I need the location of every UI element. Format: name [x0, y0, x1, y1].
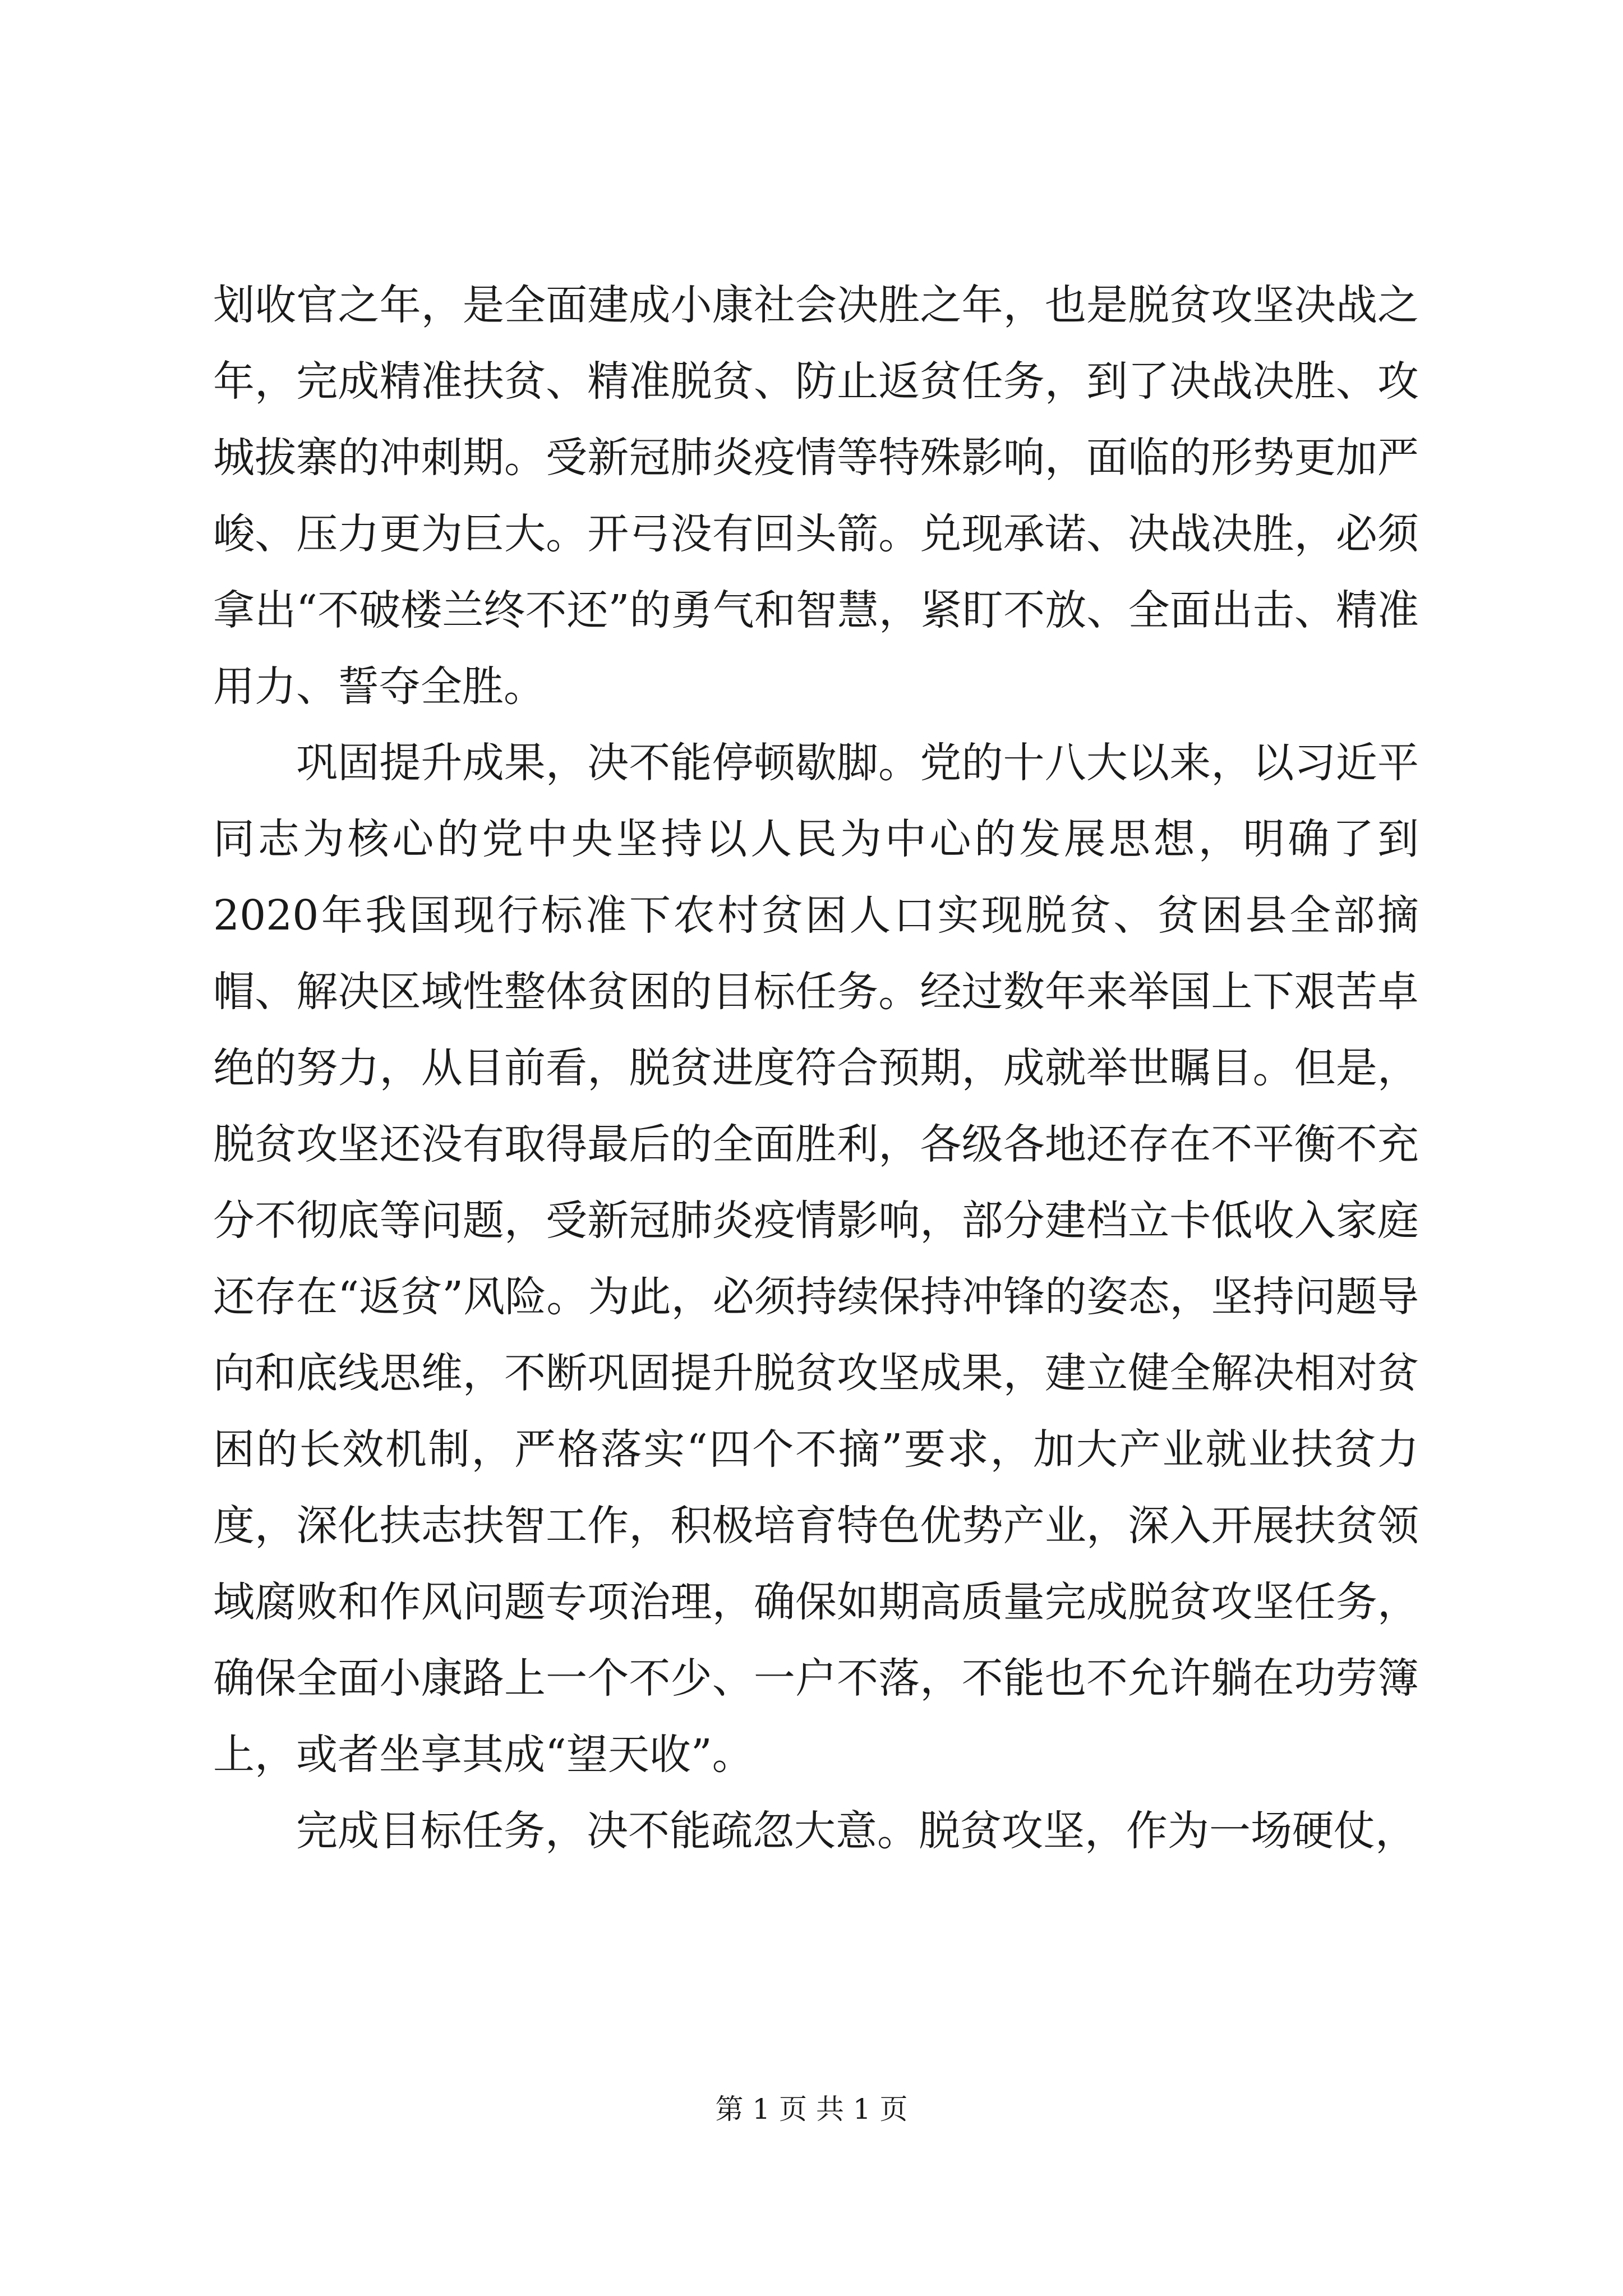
document-body: [213, 267, 1419, 1869]
paragraph-1: 划收官之年，是全面建成小康社会决胜之年，也是脱贫攻坚决战之年，完成精准扶贫、精准脱贫、防止返贫任务，到了决战决胜、攻城拔寨的冲刺期。受新冠肺炎疫情等特殊影响，面临的形势更加严峻、压力更为巨大。开弓没有回头箭。兑现承诺、决战决胜，必须拿出“不破楼兰终不还”的勇气和智慧，紧盯不放、全面出击、精准用力、誓夺全胜。: [213, 281, 1419, 711]
paragraph-3: 完成目标任务，决不能疏忽大意。脱贫攻坚，作为一场硬仗，: [296, 1807, 1417, 1855]
page-footer: 第 1 页 共 1 页: [715, 2093, 908, 2125]
paragraph-2: 巩固提升成果，决不能停顿歇脚。党的十八大以来，以习近平同志为核心的党中央坚持以人民为中心的发展思想，明确了到2020年我国现行标准下农村贫困人口实现脱贫、贫困县全部摘帽、解决区域性整体贫困的目标任务。经过数年来举国上下艰苦卓绝的努力，从目前看，脱贫进度符合预期，成就举世瞩目。但是，脱贫攻坚还没有取得最后的全面胜利，各级各地还存在不平衡不充分不彻底等问题，受新冠肺炎疫情影响，部分建档立卡低收入家庭还存在“返贫”风险。为此，必须持续保持冲锋的姿态，坚持问题导向和底线思维，不断巩固提升脱贫攻坚成果，建立健全解决相对贫困的长效机制，严格落实“四个不摘”要求，加大产业就业扶贫力度，深化扶志扶智工作，积极培育特色优势产业，深入开展扶贫领域腐败和作风问题专项治理，确保如期高质量完成脱贫攻坚任务，确保全面小康路上一个不少、一户不落，不能也不允许躺在功劳簿上，或者坐享其成“望天收”。: [213, 739, 1419, 1779]
